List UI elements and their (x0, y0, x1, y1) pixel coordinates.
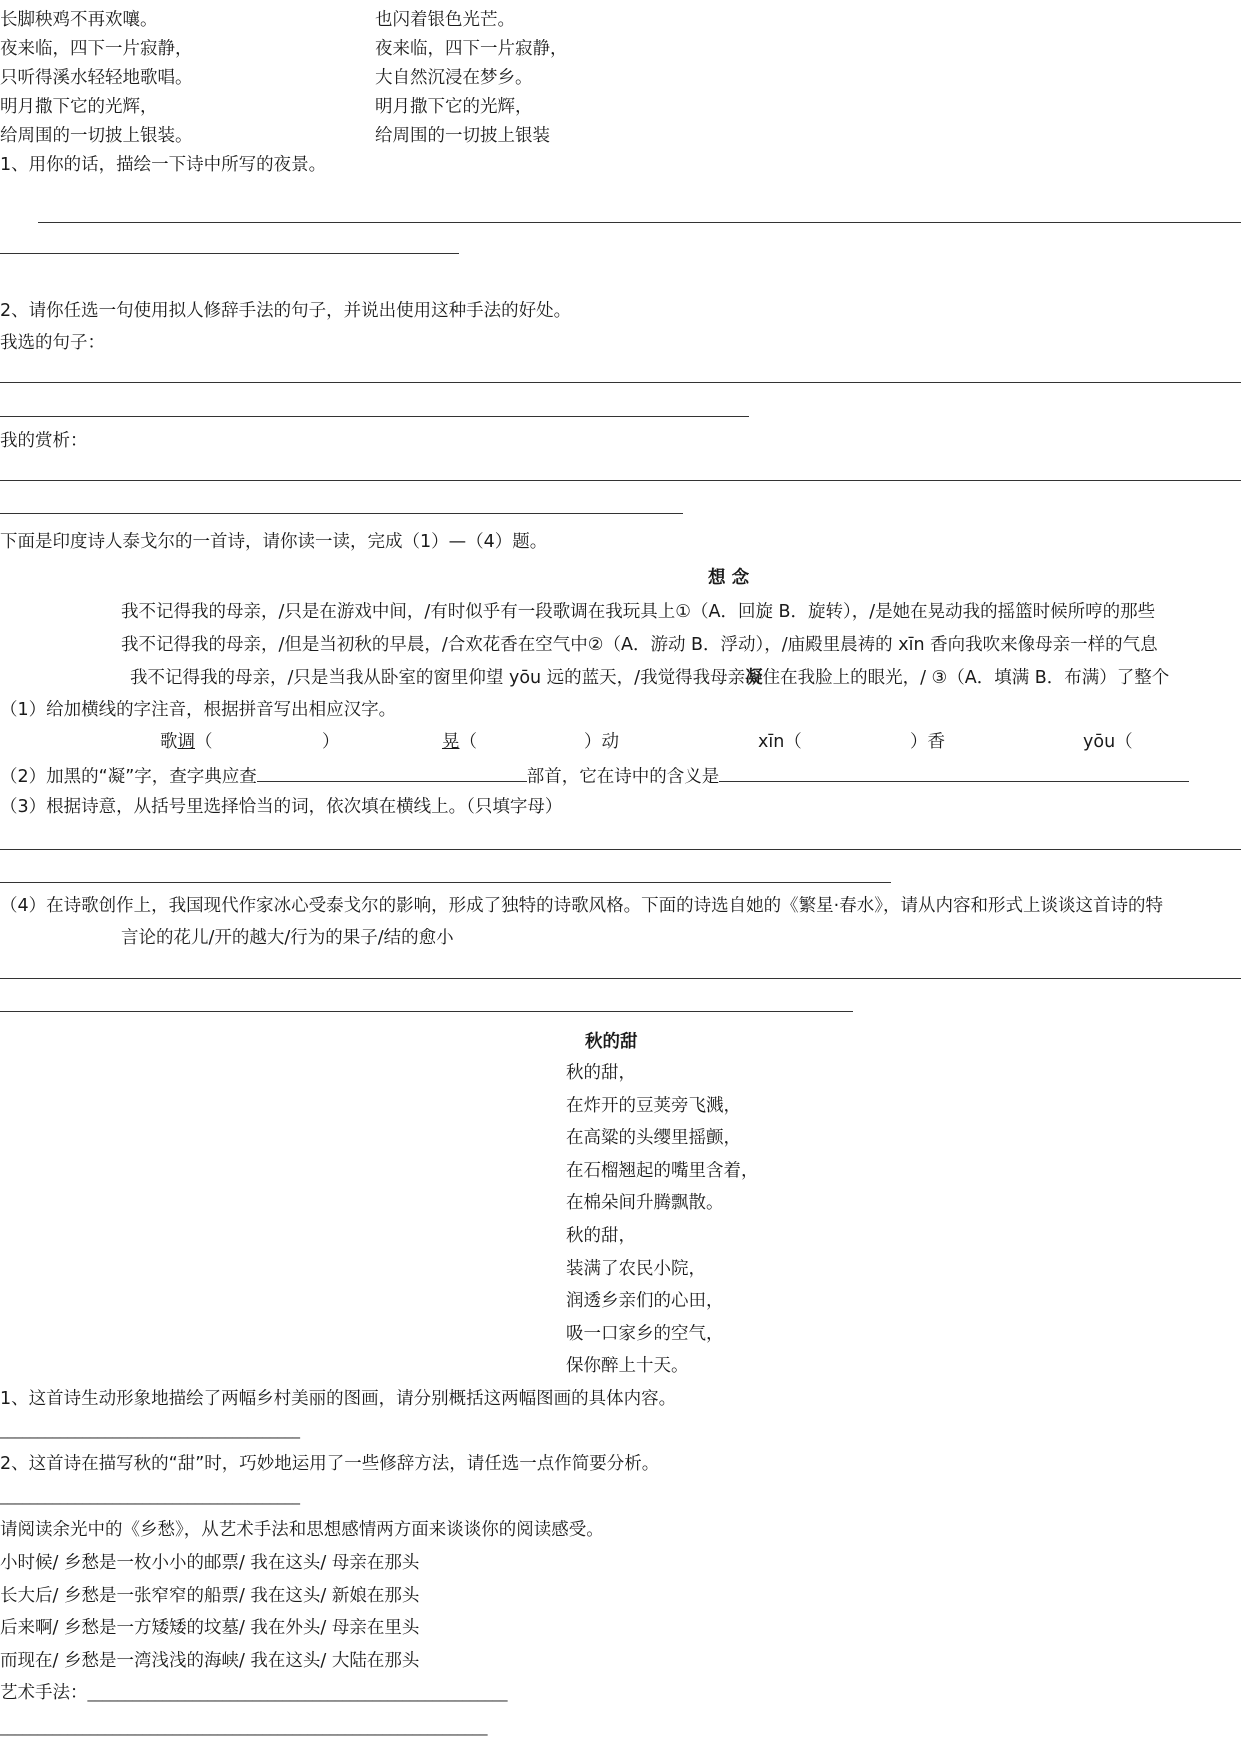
answer-line[interactable] (0, 978, 1241, 979)
xiangchou-line: 长大后/ 乡愁是一张窄窄的船票/ 我在这头/ 新娘在那头 (0, 1586, 420, 1606)
paren: （ (459, 732, 477, 752)
answer-blank[interactable]: _________________________________________________________________ (0, 1718, 488, 1736)
art-technique-row (0, 1681, 508, 1705)
char: 歌 (160, 732, 178, 752)
poem2-line-part: 我不记得我的母亲，/只是当我从卧室的窗里仰望 yōu 远的蓝天，/我觉得我母亲 (130, 668, 746, 688)
xiangchou-line: 后来啊/ 乡愁是一方矮矮的坟墓/ 我在外头/ 母亲在里头 (0, 1618, 420, 1638)
underlined-char: 调 (177, 732, 195, 752)
question-1: 1、用你的话，描绘一下诗中所写的夜景。 (0, 155, 327, 175)
poem3-line: 在棉朵间升腾飘散。 (566, 1193, 724, 1213)
poem1-right-line: 大自然沉浸在梦乡。 (375, 68, 533, 88)
answer-line[interactable] (0, 416, 749, 417)
answer-line[interactable] (0, 382, 1241, 383)
poem3-question-2: 2、这首诗在描写秋的“甜”时，巧妙地运用了一些修辞方法，请任选一点作简要分析。 (0, 1454, 660, 1474)
answer-line[interactable] (0, 1011, 853, 1012)
poem1-left-line: 夜来临，四下一片寂静， (0, 39, 193, 59)
pinyin-item-b (442, 730, 477, 754)
blank-meaning[interactable] (719, 763, 1189, 782)
xiangchou-line: 小时候/ 乡愁是一枚小小的邮票/ 我在这头/ 母亲在那头 (0, 1553, 420, 1573)
answer-line[interactable] (0, 513, 683, 514)
pinyin-item-d: yōu（ (1083, 732, 1133, 752)
poem3-line: 秋的甜， (566, 1226, 636, 1246)
answer-line[interactable] (0, 882, 891, 883)
text: （2）加黑的“凝”字，查字典应查 (0, 767, 257, 787)
poem1-left-line: 给周围的一切披上银装。 (0, 126, 193, 146)
bingxin-quote: 言论的花儿/开的越大/行为的果子/结的愈小 (121, 928, 454, 948)
poem2-line: 我不记得我的母亲，/只是在游戏中间，/有时似乎有一段歌调在我玩具上①（A．回旋 B．旋转），/是她在晃动我的摇篮时候所哼的那些 (121, 602, 1156, 622)
sub-question-4: （4）在诗歌创作上，我国现代作家冰心受泰戈尔的影响，形成了独特的诗歌风格。下面的诗选自她的《繁星·春水》，请从内容和形式上谈谈这首诗的特 (0, 896, 1163, 916)
poem1-left-line: 长脚秧鸡不再欢嚷。 (0, 10, 158, 30)
sub-question-2 (0, 763, 1189, 789)
sub-question-3: （3）根据诗意，从括号里选择恰当的词，依次填在横线上。（只填字母） (0, 797, 563, 817)
poem1-right-line: 也闪着银色光芒。 (375, 10, 515, 30)
poem3-question-1: 1、这首诗生动形象地描绘了两幅乡村美丽的图画，请分别概括这两幅图画的具体内容。 (0, 1389, 677, 1409)
my-analysis-label: 我的赏析： (0, 431, 88, 451)
paren-close: ）香 (910, 732, 945, 752)
answer-line[interactable] (0, 849, 1241, 850)
my-sentence-label: 我选的句子： (0, 333, 105, 353)
poem3-line: 保你醉上十天。 (566, 1356, 689, 1376)
paren-close: ）动 (584, 732, 619, 752)
bold-char: 凝 (745, 668, 763, 688)
answer-line[interactable] (0, 253, 459, 254)
poem3-line: 秋的甜， (566, 1063, 636, 1083)
poem2-line (130, 666, 1169, 690)
answer-blank[interactable]: ________________________________________ (0, 1421, 300, 1439)
poem3-line: 在炸开的豆荚旁飞溅， (566, 1096, 741, 1116)
underlined-char: 晃 (442, 732, 460, 752)
paren: （ (195, 732, 213, 752)
poem1-right-line: 夜来临，四下一片寂静， (375, 39, 568, 59)
poem3-line: 润透乡亲们的心田， (566, 1291, 724, 1311)
paren-close: ） (322, 732, 340, 752)
question-2: 2、请你任选一句使用拟人修辞手法的句子，并说出使用这种手法的好处。 (0, 301, 572, 321)
poem2-line: 我不记得我的母亲，/但是当初秋的早晨，/合欢花香在空气中②（A．游动 B．浮动），/庙殿里晨祷的 xīn 香向我吹来像母亲一样的气息 (121, 635, 1158, 655)
poem3-line: 吸一口家乡的空气， (566, 1324, 724, 1344)
poem1-right-line: 给周围的一切披上银装 (375, 126, 550, 146)
answer-blank[interactable]: ________________________________________________________ (87, 1684, 508, 1702)
poem3-line: 在高粱的头缨里摇颤， (566, 1128, 741, 1148)
sub-question-1: （1）给加横线的字注音，根据拼音写出相应汉字。 (0, 700, 397, 720)
poem3-line: 在石榴翘起的嘴里含着， (566, 1161, 759, 1181)
art-label: 艺术手法： (0, 1683, 88, 1703)
poem1-left-line: 明月撒下它的光辉， (0, 97, 158, 117)
answer-line[interactable] (0, 480, 1241, 481)
poem2-title: 想 念 (708, 568, 750, 588)
pinyin-item-a (160, 730, 213, 754)
poem2-line-part: 住在我脸上的眼光，/ ③（A．填满 B．布满）了整个 (762, 668, 1170, 688)
intro-tagore: 下面是印度诗人泰戈尔的一首诗，请你读一读，完成（1）—（4）题。 (0, 532, 548, 552)
answer-line[interactable] (38, 222, 1241, 223)
poem3-line: 装满了农民小院， (566, 1259, 706, 1279)
poem1-right-line: 明月撒下它的光辉， (375, 97, 533, 117)
blank-radical[interactable] (257, 763, 527, 782)
pinyin-item-c: xīn（ (758, 732, 802, 752)
xiangchou-line: 而现在/ 乡愁是一湾浅浅的海峡/ 我在这头/ 大陆在那头 (0, 1651, 420, 1671)
text: 部首，它在诗中的含义是 (526, 767, 720, 787)
xiangchou-intro: 请阅读余光中的《乡愁》，从艺术手法和思想感情两方面来谈谈你的阅读感受。 (0, 1520, 604, 1540)
answer-blank[interactable]: ________________________________________ (0, 1487, 300, 1505)
poem1-left-line: 只听得溪水轻轻地歌唱。 (0, 68, 193, 88)
poem3-title: 秋的甜 (585, 1032, 638, 1052)
